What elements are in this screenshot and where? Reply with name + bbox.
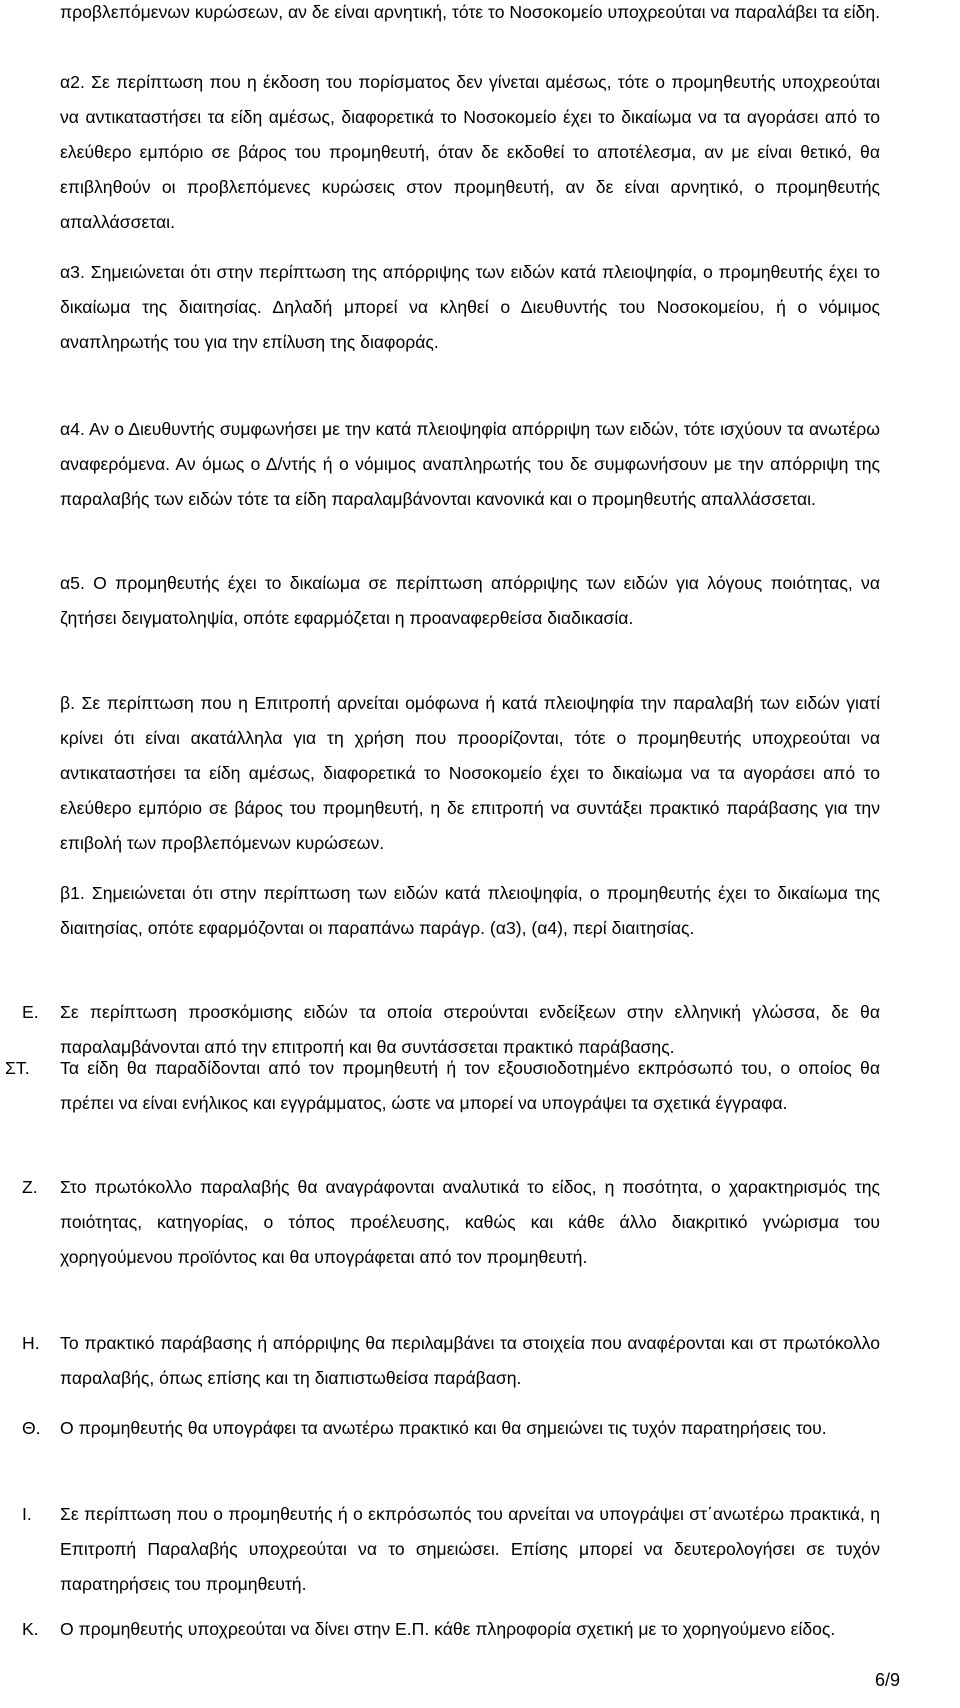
section-marker-e: Ε. [22,1002,39,1022]
paragraph-b1: β1. Σημειώνεται ότι στην περίπτωση των ειδών κατά πλειοψηφία, ο προμηθευτής έχει το δικαίωμα της διαιτησίας, οπότε εφαρμόζονται οι παραπάνω παράγρ. (α3), (α4), περί διαιτησίας. [60,883,880,938]
section-marker-i: Ι. [22,1504,32,1524]
section-k-text: Ο προμηθευτής υποχρεούται να δίνει στην Ε.Π. κάθε πληροφορία σχετική με το χορηγούμενο είδος. [60,1619,836,1639]
section-marker-k: Κ. [22,1619,39,1639]
page-number: 6/9 [874,1670,900,1690]
paragraph-a5: α5. Ο προμηθευτής έχει το δικαίωμα σε περίπτωση απόρριψης των ειδών για λόγους ποιότητας, να ζητήσει δειγματοληψία, οπότε εφαρμόζεται η προαναφερθείσα διαδικασία. [60,573,880,628]
section-th-text: Ο προμηθευτής θα υπογράφει τα ανωτέρω πρακτικό και θα σημειώνει τις τυχόν παρατηρήσεις του. [60,1418,827,1438]
section-st-text: Τα είδη θα παραδίδονται από τον προμηθευτή ή τον εξουσιοδοτημένο εκπρόσωπό του, ο οποίος θα πρέπει να είναι ενήλικος και εγγράμματος, ώστε να μπορεί να υπογράψει τα σχετικά έγγραφα. [60,1058,880,1113]
section-e-text: Σε περίπτωση προσκόμισης ειδών τα οποία στερούνται ενδείξεων στην ελληνική γλώσσα, δε θα παραλαμβάνονται από την επιτροπή και θα συντάσσεται πρακτικό παράβασης. [60,1002,880,1057]
section-marker-h: Η. [22,1333,40,1353]
paragraph-a4: α4. Αν ο Διευθυντής συμφωνήσει με την κατά πλειοψηφία απόρριψη των ειδών, τότε ισχύουν τα ανωτέρω αναφερόμενα. Αν όμως ο Δ/ντής ή ο νόμιμος αναπληρωτής του δε συμφωνήσουν με την απόρριψη της παραλαβής των ειδών τότε τα είδη παραλαμβάνονται κανονικά και ο προμηθευτής απαλλάσσεται. [60,419,880,509]
paragraph-continuation: προβλεπόμενων κυρώσεων, αν δε είναι αρνητική, τότε το Νοσοκομείο υποχρεούται να παραλάβει τα είδη. [60,2,880,22]
section-z-text: Στο πρωτόκολλο παραλαβής θα αναγράφονται αναλυτικά το είδος, η ποσότητα, ο χαρακτηρισμός της ποιότητας, κατηγορίας, ο τόπος προέλευσης, καθώς και κάθε άλλο διακριτικό γνώρισμα του χορηγούμενου προϊόντος και θα υπογράφεται από τον προμηθευτή. [60,1177,880,1267]
section-marker-z: Ζ. [22,1177,38,1197]
paragraph-a3: α3. Σημειώνεται ότι στην περίπτωση της απόρριψης των ειδών κατά πλειοψηφία, ο προμηθευτής έχει το δικαίωμα της διαιτησίας. Δηλαδή μπορεί να κληθεί ο Διευθυντής του Νοσοκομείου, ή ο νόμιμος αναπληρωτής του για την επίλυση της διαφοράς. [60,262,880,352]
section-h-text: Το πρακτικό παράβασης ή απόρριψης θα περιλαμβάνει τα στοιχεία που αναφέρονται και στ πρωτόκολλο παραλαβής, όπως επίσης και τη διαπιστωθείσα παράβαση. [60,1333,880,1388]
paragraph-a2: α2. Σε περίπτωση που η έκδοση του πορίσματος δεν γίνεται αμέσως, τότε ο προμηθευτής υποχρεούται να αντικαταστήσει τα είδη αμέσως, διαφορετικά το Νοσοκομείο έχει το δικαίωμα να τα αγοράσει από το ελεύθερο εμπόριο σε βάρος του προμηθευτή, όταν δε εκδοθεί το αποτέλεσμα, αν με είναι θετικό, θα επιβληθούν οι προβλεπόμενες κυρώσεις στον προμηθευτή, αν δε είναι αρνητικό, ο προμηθευτής απαλλάσσεται. [60,72,880,232]
paragraph-b: β. Σε περίπτωση που η Επιτροπή αρνείται ομόφωνα ή κατά πλειοψηφία την παραλαβή των ειδών γιατί κρίνει ότι είναι ακατάλληλα για τη χρήση που προορίζονται, τότε ο προμηθευτής υποχρεούται να αντικαταστήσει τα είδη αμέσως, διαφορετικά το Νοσοκομείο έχει το δικαίωμα να τα αγοράσει από το ελεύθερο εμπόριο σε βάρος του προμηθευτή, η δε επιτροπή να συντάξει πρακτικό παράβασης για την επιβολή των προβλεπόμενων κυρώσεων. [60,693,880,853]
section-i-text: Σε περίπτωση που ο προμηθευτής ή ο εκπρόσωπός του αρνείται να υπογράψει στ΄ανωτέρω πρακτικά, η Επιτροπή Παραλαβής υποχρεούται να το σημειώσει. Επίσης μπορεί να δευτερολογήσει σε τυχόν παρατηρήσεις του προμηθευτή. [60,1504,880,1594]
section-marker-st: ΣΤ. [5,1058,30,1078]
section-marker-th: Θ. [22,1418,41,1438]
